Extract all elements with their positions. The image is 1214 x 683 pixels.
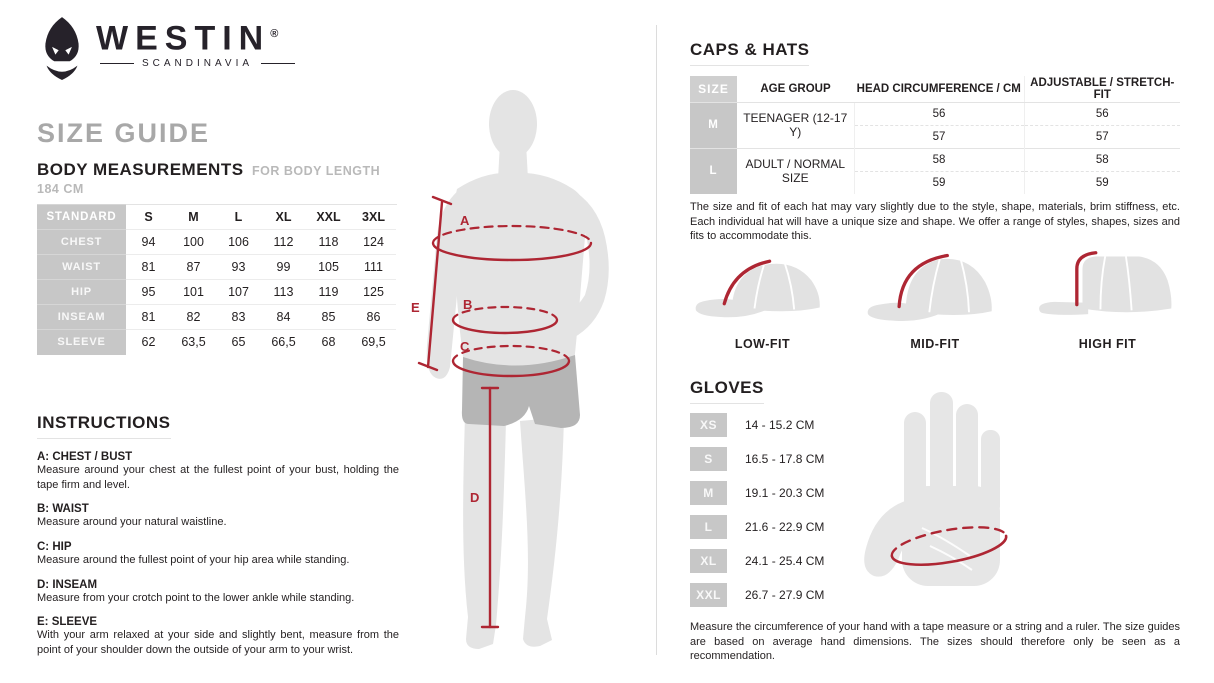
- table-row-sleeve: [37, 330, 396, 355]
- brand-subtitle: SCANDINAVIA: [142, 58, 254, 70]
- cell: 105: [306, 255, 351, 280]
- westin-fishhead-icon: [36, 16, 88, 80]
- instruction-inseam: [37, 579, 399, 606]
- size-badge: L: [690, 515, 727, 539]
- fit-label: LOW-FIT: [734, 337, 791, 351]
- size-badge: S: [690, 447, 727, 471]
- size-range: 19.1 - 20.3 CM: [745, 486, 825, 500]
- logo-rule-left: [100, 63, 134, 64]
- cell: 82: [171, 305, 216, 330]
- high-fit-cap-icon: [1033, 248, 1183, 333]
- table-row-chest: [37, 230, 396, 255]
- row-label: HIP: [37, 280, 126, 305]
- table-row-waist: [37, 255, 396, 280]
- cell: 93: [216, 255, 261, 280]
- cell: 81: [126, 305, 171, 330]
- caps-value: 58: [854, 148, 1024, 171]
- row-label: WAIST: [37, 255, 126, 280]
- gloves-note: Measure the circumference of your hand with a tape measure or a string and a ruler. The size guides are based on average hand dimensions. The sizes should therefore only be seen as a recommendation.: [690, 621, 1180, 663]
- glove-size-l: [690, 515, 824, 539]
- caps-value: 57: [1024, 125, 1180, 148]
- cell: 124: [351, 230, 396, 255]
- caps-col-adjustable: ADJUSTABLE / STRETCH-FIT: [1024, 76, 1180, 102]
- size-badge: XS: [690, 413, 727, 437]
- instruction-text: Measure around the fullest point of your hip area while standing.: [37, 553, 350, 566]
- fit-label: HIGH FIT: [1078, 337, 1137, 351]
- westin-logo: [36, 16, 295, 80]
- cell: 62: [126, 330, 171, 355]
- instruction-sleeve: [37, 616, 399, 657]
- glove-size-list: [690, 413, 824, 617]
- brand-name: [96, 16, 295, 56]
- mid-fit-cap-icon: [860, 248, 1010, 333]
- body-measurement-figure: [405, 85, 650, 665]
- caps-header-row: [690, 76, 1180, 102]
- instructions-title: INSTRUCTIONS: [37, 413, 171, 439]
- cell: 63,5: [171, 330, 216, 355]
- body-silhouette-illustration: [405, 85, 650, 665]
- caps-size-m: M: [690, 102, 737, 148]
- mid-fit-item: [858, 248, 1013, 351]
- registered-mark: ®: [270, 28, 279, 40]
- cell: 107: [216, 280, 261, 305]
- vertical-divider: [656, 25, 657, 655]
- cell: 106: [216, 230, 261, 255]
- figure-label-chest: A: [460, 213, 470, 228]
- high-fit-item: [1030, 248, 1185, 351]
- row-label: SLEEVE: [37, 330, 126, 355]
- instruction-hip: [37, 541, 399, 568]
- col-header-m: M: [188, 209, 199, 224]
- size-badge: XXL: [690, 583, 727, 607]
- hand-measurement-illustration: [852, 388, 1027, 623]
- table-row-inseam: [37, 305, 396, 330]
- low-fit-item: [685, 248, 840, 351]
- cell: 65: [216, 330, 261, 355]
- cap-fit-illustrations: [685, 248, 1185, 351]
- cell: 99: [261, 255, 306, 280]
- logo-rule-right: [261, 63, 295, 64]
- cell: 81: [126, 255, 171, 280]
- table-row-hip: [37, 280, 396, 305]
- cell: 94: [126, 230, 171, 255]
- col-header-3xl: 3XL: [362, 209, 385, 224]
- figure-label-sleeve: E: [411, 300, 420, 315]
- instruction-text: With your arm relaxed at your side and slightly bent, measure from the point of your shoulder down the outside of your arm to your wrist.: [37, 629, 399, 656]
- caps-age-adult: ADULT / NORMAL SIZE: [737, 148, 854, 194]
- caps-value: 56: [1095, 107, 1109, 120]
- glove-size-xxl: [690, 583, 824, 607]
- col-header-l: L: [234, 209, 243, 224]
- caps-age-teenager: TEENAGER (12-17 Y): [737, 102, 854, 148]
- size-badge: XL: [690, 549, 727, 573]
- instruction-label: A: CHEST / BUST: [37, 451, 133, 463]
- instruction-text: Measure from your crotch point to the lower ankle while standing.: [37, 591, 355, 604]
- caps-row-m-1: [690, 102, 1180, 125]
- col-header-standard: STANDARD: [37, 205, 126, 230]
- body-measurements-subtitle: FOR BODY LENGTH 184 CM: [37, 164, 381, 196]
- caps-hats-table: [690, 76, 1180, 194]
- figure-label-hip: C: [460, 339, 470, 354]
- caps-value: 59: [1024, 171, 1180, 194]
- instruction-text: Measure around your natural waistline.: [37, 516, 227, 529]
- table-header-row: [37, 205, 396, 230]
- caps-col-age-group: AGE GROUP: [737, 76, 854, 102]
- glove-size-xl: [690, 549, 824, 573]
- instruction-label: B: WAIST: [37, 503, 89, 516]
- row-label: CHEST: [37, 230, 126, 255]
- low-fit-cap-icon: [688, 248, 838, 333]
- instruction-text: Measure around your chest at the fullest point of your bust, holding the tape firm and level.: [37, 464, 399, 491]
- cell: 113: [261, 280, 306, 305]
- caps-value: 59: [854, 171, 1024, 194]
- instruction-chest: [37, 451, 399, 492]
- cell: 111: [351, 255, 396, 280]
- row-label: INSEAM: [37, 305, 126, 330]
- caps-hats-title: CAPS & HATS: [690, 40, 809, 66]
- cell: 101: [171, 280, 216, 305]
- glove-size-xs: [690, 413, 824, 437]
- col-header-s: S: [144, 209, 153, 224]
- cell: 119: [306, 280, 351, 305]
- cell: 118: [306, 230, 351, 255]
- cell: 66,5: [261, 330, 306, 355]
- cell: 85: [306, 305, 351, 330]
- instruction-label: C: HIP: [37, 540, 72, 553]
- page-title: SIZE GUIDE: [37, 118, 211, 148]
- caps-value: 57: [854, 125, 1024, 148]
- size-badge: M: [690, 481, 727, 505]
- cell: 68: [306, 330, 351, 355]
- instruction-waist: [37, 503, 399, 530]
- size-range: 14 - 15.2 CM: [745, 418, 815, 432]
- glove-size-m: [690, 481, 824, 505]
- fit-label: MID-FIT: [910, 337, 960, 351]
- caps-value: 58: [1024, 148, 1180, 171]
- cell: 86: [351, 305, 396, 330]
- size-range: 21.6 - 22.9 CM: [745, 520, 825, 534]
- instruction-label: E: SLEEVE: [37, 616, 98, 629]
- cell: 69,5: [351, 330, 396, 355]
- cell: 125: [351, 280, 396, 305]
- col-header-xl: XL: [275, 209, 292, 224]
- instructions-section: [37, 413, 399, 668]
- caps-col-head-circumference: HEAD CIRCUMFERENCE / CM: [854, 76, 1024, 102]
- caps-hats-note: The size and fit of each hat may vary slightly due to the style, shape, materials, brim stiffness, etc. Each individual hat will have a unique size and shape. We offer a range of styles, shapes, sizes and fits to accommodate this.: [690, 201, 1180, 243]
- caps-size-l: L: [690, 148, 737, 194]
- caps-row-l-1: [690, 148, 1180, 171]
- cell: 100: [171, 230, 216, 255]
- figure-label-inseam: D: [470, 490, 480, 505]
- cell: 84: [261, 305, 306, 330]
- cell: 83: [216, 305, 261, 330]
- gloves-title: GLOVES: [690, 378, 764, 404]
- col-header-xxl: XXL: [316, 209, 341, 224]
- caps-value: 56: [854, 102, 1024, 125]
- brand-name-text: WESTIN: [96, 19, 271, 58]
- cell: 95: [126, 280, 171, 305]
- body-measurements-table: [37, 204, 396, 355]
- size-range: 24.1 - 25.4 CM: [745, 554, 825, 568]
- instruction-label: D: INSEAM: [37, 578, 98, 591]
- cell: 87: [171, 255, 216, 280]
- glove-size-s: [690, 447, 824, 471]
- cell: 112: [261, 230, 306, 255]
- size-range: 16.5 - 17.8 CM: [745, 452, 825, 466]
- figure-label-waist: B: [463, 297, 473, 312]
- body-measurements-title: BODY MEASUREMENTS: [37, 160, 244, 179]
- size-range: 26.7 - 27.9 CM: [745, 588, 825, 602]
- caps-col-size: SIZE: [690, 76, 737, 102]
- body-measurements-heading: [37, 160, 397, 205]
